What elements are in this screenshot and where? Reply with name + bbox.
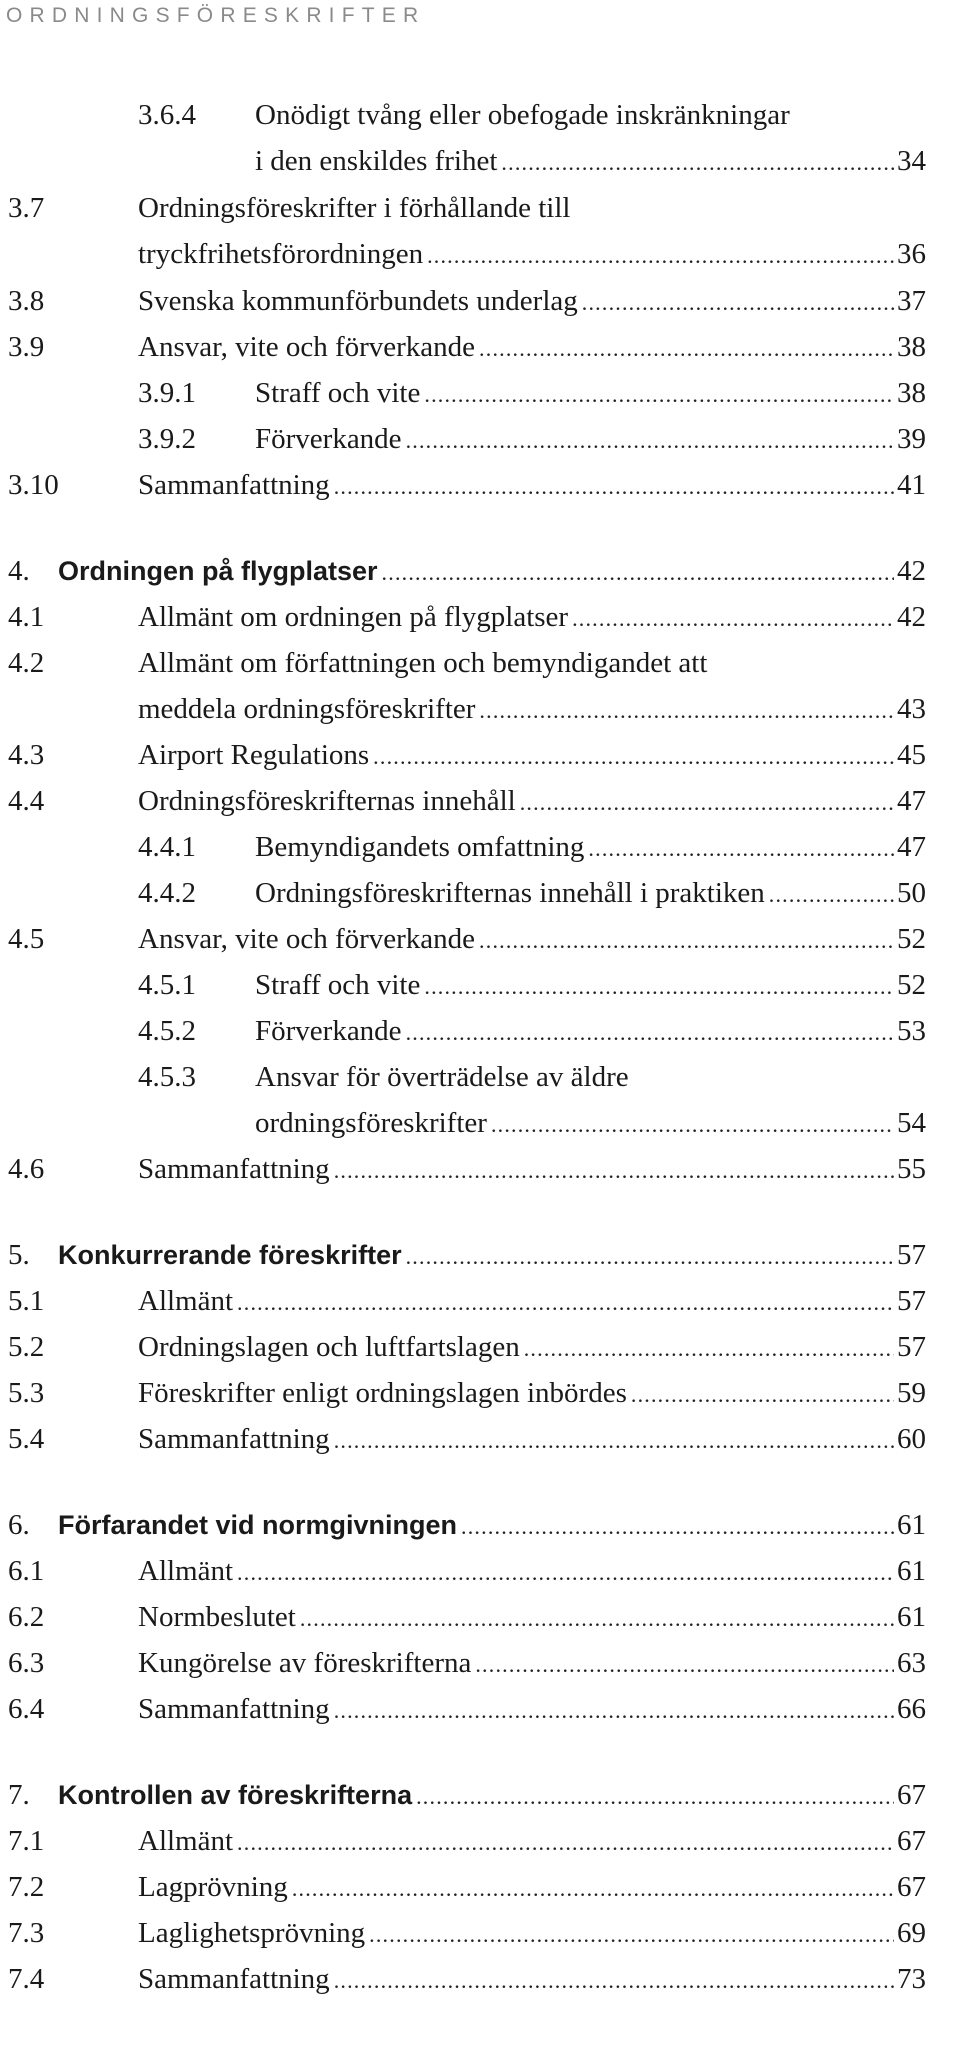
toc-number: 7. xyxy=(8,1779,30,1811)
dot-leader xyxy=(424,376,894,414)
toc-title: Allmänt xyxy=(138,1285,234,1317)
toc-number: 5. xyxy=(8,1239,30,1271)
toc-entry xyxy=(0,1868,960,1906)
toc-title: Straff och vite xyxy=(255,969,421,1001)
toc-page-number: 69 xyxy=(897,1917,926,1949)
toc-number: 7.3 xyxy=(8,1917,45,1949)
toc-entry xyxy=(0,828,960,866)
dot-leader xyxy=(520,784,894,822)
toc-page-number: 37 xyxy=(897,285,926,317)
toc-entry xyxy=(0,1328,960,1366)
toc-page-number: 38 xyxy=(897,377,926,409)
toc-entry xyxy=(0,736,960,774)
toc-chapter-entry xyxy=(0,1776,960,1814)
toc-entry xyxy=(0,782,960,820)
toc-number: 4. xyxy=(8,555,30,587)
dot-leader xyxy=(369,1916,894,1954)
dot-leader xyxy=(334,1152,894,1190)
toc-page-number: 61 xyxy=(897,1601,926,1633)
toc-page-number: 61 xyxy=(897,1555,926,1587)
dot-leader xyxy=(334,468,894,506)
dot-leader xyxy=(769,876,894,914)
dot-leader xyxy=(300,1600,894,1638)
toc-title: Föreskrifter enligt ordningslagen inbördes xyxy=(138,1377,627,1409)
toc-number: 6.2 xyxy=(8,1601,45,1633)
toc-page-number: 47 xyxy=(897,785,926,817)
toc-number: 4.4.2 xyxy=(138,877,196,909)
toc-title: Lagprövning xyxy=(138,1871,288,1903)
toc-entry xyxy=(0,1012,960,1050)
toc-entry xyxy=(0,282,960,320)
dot-leader xyxy=(631,1376,894,1414)
toc-number: 7.4 xyxy=(8,1963,45,1995)
toc-title: Sammanfattning xyxy=(138,1153,330,1185)
toc-page-number: 67 xyxy=(897,1825,926,1857)
toc-title: Sammanfattning xyxy=(138,1693,330,1725)
toc-entry xyxy=(0,235,960,273)
toc-entry xyxy=(0,466,960,504)
toc-number: 3.6.4 xyxy=(138,99,196,131)
toc-number: 5.2 xyxy=(8,1331,45,1363)
toc-number: 6. xyxy=(8,1509,30,1541)
toc-page-number: 54 xyxy=(897,1107,926,1139)
dot-leader xyxy=(582,284,894,322)
toc-entry xyxy=(0,374,960,412)
toc-entry xyxy=(0,644,960,682)
toc-title: tryckfrihetsförordningen xyxy=(138,238,424,270)
toc-number: 4.5 xyxy=(8,923,45,955)
toc-entry xyxy=(0,1150,960,1188)
toc-number: 7.2 xyxy=(8,1871,45,1903)
dot-leader xyxy=(491,1106,894,1144)
toc-number: 3.9.2 xyxy=(138,423,196,455)
toc-entry xyxy=(0,1690,960,1728)
toc-number: 4.2 xyxy=(8,647,45,679)
dot-leader xyxy=(479,692,894,730)
toc-number: 6.4 xyxy=(8,1693,45,1725)
dot-leader xyxy=(501,144,894,182)
toc-number: 5.1 xyxy=(8,1285,45,1317)
dot-leader xyxy=(334,1962,894,2000)
toc-title: Sammanfattning xyxy=(138,469,330,501)
toc-number: 4.5.2 xyxy=(138,1015,196,1047)
toc-number: 4.4.1 xyxy=(138,831,196,863)
dot-leader xyxy=(292,1870,894,1908)
dot-leader xyxy=(475,1646,894,1684)
toc-title: Förverkande xyxy=(255,423,402,455)
toc-title: Svenska kommunförbundets underlag xyxy=(138,285,578,317)
dot-leader xyxy=(382,554,894,592)
running-header: ORDNINGSFÖRESKRIFTER xyxy=(6,4,426,27)
toc-title: Kungörelse av föreskrifterna xyxy=(138,1647,472,1679)
toc-page-number: 59 xyxy=(897,1377,926,1409)
toc-number: 3.10 xyxy=(8,469,59,501)
toc-entry xyxy=(0,420,960,458)
toc-title: Sammanfattning xyxy=(138,1963,330,1995)
toc-title: Allmänt om ordningen på flygplatser xyxy=(138,601,569,633)
toc-title: Airport Regulations xyxy=(138,739,370,771)
toc-chapter-entry xyxy=(0,552,960,590)
toc-entry xyxy=(0,1914,960,1952)
toc-page-number: 42 xyxy=(897,555,926,587)
toc-number: 3.7 xyxy=(8,192,45,224)
toc-number: 4.5.3 xyxy=(138,1061,196,1093)
toc-number: 4.5.1 xyxy=(138,969,196,1001)
toc-entry xyxy=(0,966,960,1004)
toc-number: 5.4 xyxy=(8,1423,45,1455)
dot-leader xyxy=(373,738,894,776)
toc-title: Normbeslutet xyxy=(138,1601,296,1633)
toc-entry xyxy=(0,142,960,180)
toc-title: Kontrollen av föreskrifterna xyxy=(58,1780,413,1810)
toc-page-number: 67 xyxy=(897,1871,926,1903)
toc-entry xyxy=(0,690,960,728)
toc-page-number: 38 xyxy=(897,331,926,363)
toc-entry xyxy=(0,598,960,636)
toc-page-number: 57 xyxy=(897,1239,926,1271)
dot-leader xyxy=(427,237,894,275)
toc-page-number: 67 xyxy=(897,1779,926,1811)
dot-leader xyxy=(334,1422,894,1460)
dot-leader xyxy=(237,1824,894,1862)
toc-entry xyxy=(0,1104,960,1142)
toc-entry xyxy=(0,920,960,958)
toc-entry xyxy=(0,1598,960,1636)
toc-number: 3.8 xyxy=(8,285,45,317)
toc-entry xyxy=(0,1822,960,1860)
dot-leader xyxy=(524,1330,894,1368)
toc-entry xyxy=(0,1282,960,1320)
toc-entry xyxy=(0,874,960,912)
toc-title: Straff och vite xyxy=(255,377,421,409)
toc-number: 3.9 xyxy=(8,331,45,363)
toc-entry xyxy=(0,1960,960,1998)
toc-title: Ansvar, vite och förverkande xyxy=(138,923,476,955)
toc-page-number: 52 xyxy=(897,969,926,1001)
toc-page-number: 36 xyxy=(897,238,926,270)
toc-entry xyxy=(0,1420,960,1458)
toc-entry xyxy=(0,1644,960,1682)
dot-leader xyxy=(416,1778,894,1816)
dot-leader xyxy=(572,600,894,638)
toc-number: 4.6 xyxy=(8,1153,45,1185)
toc-title: Ordningsföreskrifter i förhållande till xyxy=(138,192,571,224)
toc-title: Ordningslagen och luftfartslagen xyxy=(138,1331,520,1363)
toc-entry xyxy=(0,328,960,366)
toc-number: 6.1 xyxy=(8,1555,45,1587)
toc-title: Ordningen på flygplatser xyxy=(58,556,378,586)
toc-page-number: 61 xyxy=(897,1509,926,1541)
toc-page-number: 39 xyxy=(897,423,926,455)
toc-number: 7.1 xyxy=(8,1825,45,1857)
toc-page-number: 66 xyxy=(897,1693,926,1725)
toc-title: Förverkande xyxy=(255,1015,402,1047)
toc-title: ordningsföreskrifter xyxy=(255,1107,487,1139)
toc-entry xyxy=(0,189,960,227)
toc-page-number: 55 xyxy=(897,1153,926,1185)
toc-page-number: 34 xyxy=(897,145,926,177)
toc-title: Bemyndigandets omfattning xyxy=(255,831,585,863)
toc-page-number: 73 xyxy=(897,1963,926,1995)
toc-number: 4.3 xyxy=(8,739,45,771)
toc-title: Allmänt om författningen och bemyndigandet att xyxy=(138,647,708,679)
toc-title: Ordningsföreskrifternas innehåll xyxy=(138,785,516,817)
toc-title: Konkurrerande föreskrifter xyxy=(58,1240,402,1270)
toc-title: Sammanfattning xyxy=(138,1423,330,1455)
toc-title: Ordningsföreskrifternas innehåll i praktiken xyxy=(255,877,765,909)
toc-title: Ansvar för överträdelse av äldre xyxy=(255,1061,629,1093)
toc-number: 4.4 xyxy=(8,785,45,817)
toc-page-number: 52 xyxy=(897,923,926,955)
toc-page-number: 50 xyxy=(897,877,926,909)
toc-entry xyxy=(0,1552,960,1590)
dot-leader xyxy=(406,422,894,460)
dot-leader xyxy=(588,830,894,868)
dot-leader xyxy=(334,1692,894,1730)
toc-page-number: 47 xyxy=(897,831,926,863)
toc-page-number: 57 xyxy=(897,1285,926,1317)
toc-number: 6.3 xyxy=(8,1647,45,1679)
toc-number: 3.9.1 xyxy=(138,377,196,409)
toc-entry xyxy=(0,96,960,134)
toc-title: Onödigt tvång eller obefogade inskränkningar xyxy=(255,99,790,131)
toc-title: Laglighetsprövning xyxy=(138,1917,366,1949)
toc-entry xyxy=(0,1374,960,1412)
toc-page-number: 63 xyxy=(897,1647,926,1679)
toc-page-number: 53 xyxy=(897,1015,926,1047)
toc-chapter-entry xyxy=(0,1236,960,1274)
toc-title: i den enskildes frihet xyxy=(255,145,498,177)
toc-title: Allmänt xyxy=(138,1555,234,1587)
toc-entry xyxy=(0,1058,960,1096)
dot-leader xyxy=(237,1554,894,1592)
toc-page-number: 42 xyxy=(897,601,926,633)
toc-title: Förfarandet vid normgivningen xyxy=(58,1510,458,1540)
dot-leader xyxy=(406,1014,894,1052)
toc-number: 4.1 xyxy=(8,601,45,633)
toc-page-number: 57 xyxy=(897,1331,926,1363)
dot-leader xyxy=(461,1508,894,1546)
toc-title: Allmänt xyxy=(138,1825,234,1857)
toc-number: 5.3 xyxy=(8,1377,45,1409)
dot-leader xyxy=(479,330,894,368)
dot-leader xyxy=(406,1238,894,1276)
toc-chapter-entry xyxy=(0,1506,960,1544)
toc-page-number: 45 xyxy=(897,739,926,771)
dot-leader xyxy=(479,922,894,960)
dot-leader xyxy=(237,1284,894,1322)
toc-page-number: 43 xyxy=(897,693,926,725)
toc-title: meddela ordningsföreskrifter xyxy=(138,693,476,725)
toc-page-number: 60 xyxy=(897,1423,926,1455)
toc-title: Ansvar, vite och förverkande xyxy=(138,331,476,363)
toc-page-number: 41 xyxy=(897,469,926,501)
dot-leader xyxy=(424,968,894,1006)
